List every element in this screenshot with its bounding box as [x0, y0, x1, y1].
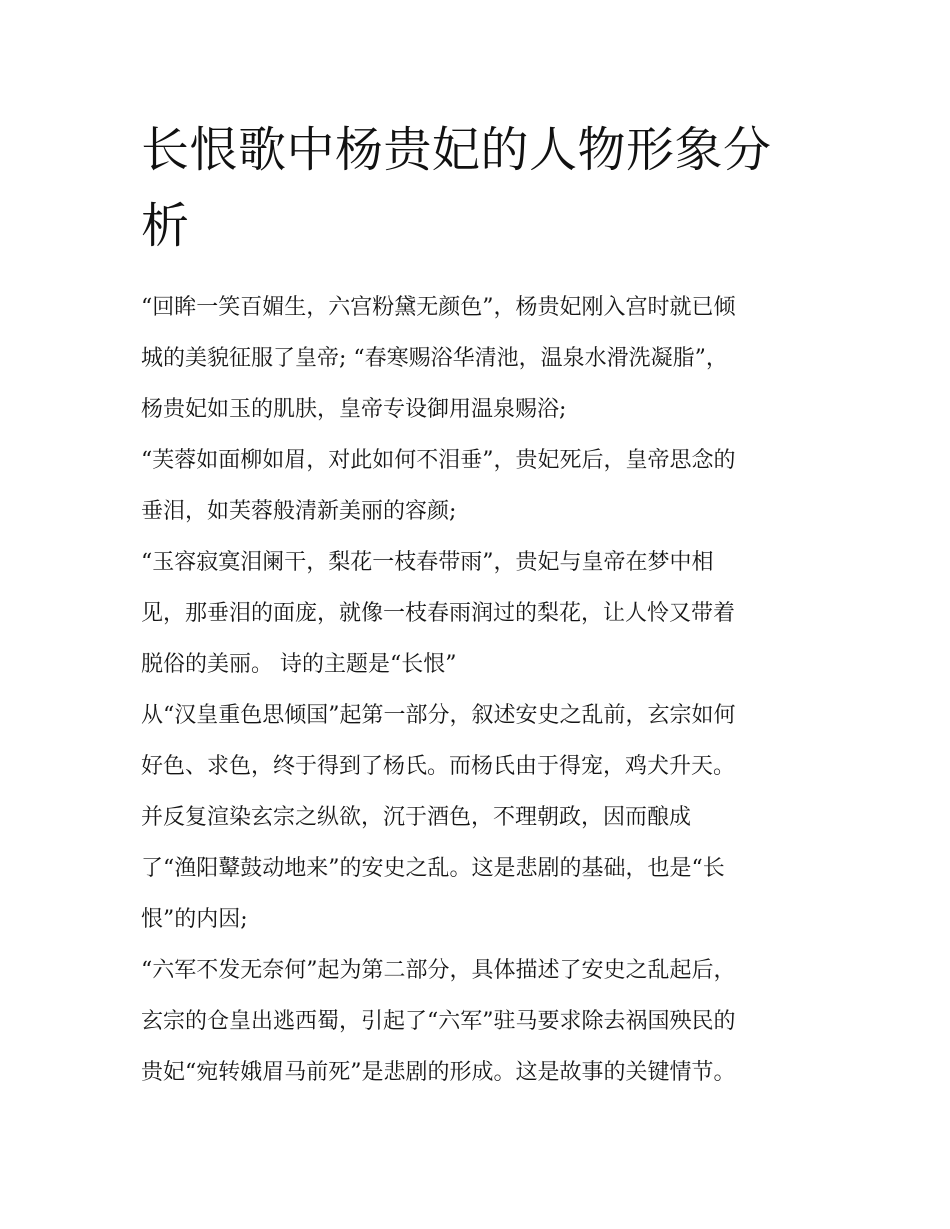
body-line-13: 恨”的内因; [141, 907, 248, 932]
document-content [141, 112, 821, 1098]
body-line-8: 脱俗的美丽。 诗的主题是“长恨” [141, 652, 457, 677]
title-line-2: 析 [141, 198, 190, 254]
body-line-5: 垂泪，如芙蓉般清新美丽的容颜; [141, 499, 457, 524]
body-line-15: 玄宗的仓皇出逃西蜀，引起了“六军”驻马要求除去祸国殃民的 [141, 1009, 736, 1034]
body-line-1: “回眸一笑百媚生，六宫粉黛无颜色”，杨贵妃刚入宫时就已倾 [141, 295, 736, 320]
document-title [141, 112, 821, 264]
title-line-1: 长恨歌中杨贵妃的人物形象分 [141, 122, 772, 178]
body-line-11: 并反复渲染玄宗之纵欲，沉于酒色，不理朝政，因而酿成 [141, 805, 692, 830]
body-line-9: 从“汉皇重色思倾国”起第一部分，叙述安史之乱前，玄宗如何 [141, 703, 736, 728]
body-line-10: 好色、求色，终于得到了杨氏。而杨氏由于得宠，鸡犬升天。 [141, 754, 736, 779]
body-line-2: 城的美貌征服了皇帝; “春寒赐浴华清池，温泉水滑洗凝脂”， [141, 346, 728, 371]
body-line-16: 贵妃“宛转娥眉马前死”是悲剧的形成。这是故事的关键情节。 [141, 1060, 736, 1085]
body-line-12: 了“渔阳鼙鼓动地来”的安史之乱。这是悲剧的基础，也是“长 [141, 856, 725, 881]
body-line-14: “六军不发无奈何”起为第二部分，具体描述了安史之乱起后， [141, 958, 736, 983]
body-line-7: 见，那垂泪的面庞，就像一枝春雨润过的梨花，让人怜又带着 [141, 601, 736, 626]
body-line-6: “玉容寂寞泪阑干，梨花一枝春带雨”，贵妃与皇帝在梦中相 [141, 550, 714, 575]
document-body [141, 282, 821, 1098]
body-line-4: “芙蓉如面柳如眉，对此如何不泪垂”，贵妃死后，皇帝思念的 [141, 448, 736, 473]
body-line-3: 杨贵妃如玉的肌肤，皇帝专设御用温泉赐浴; [141, 397, 567, 422]
